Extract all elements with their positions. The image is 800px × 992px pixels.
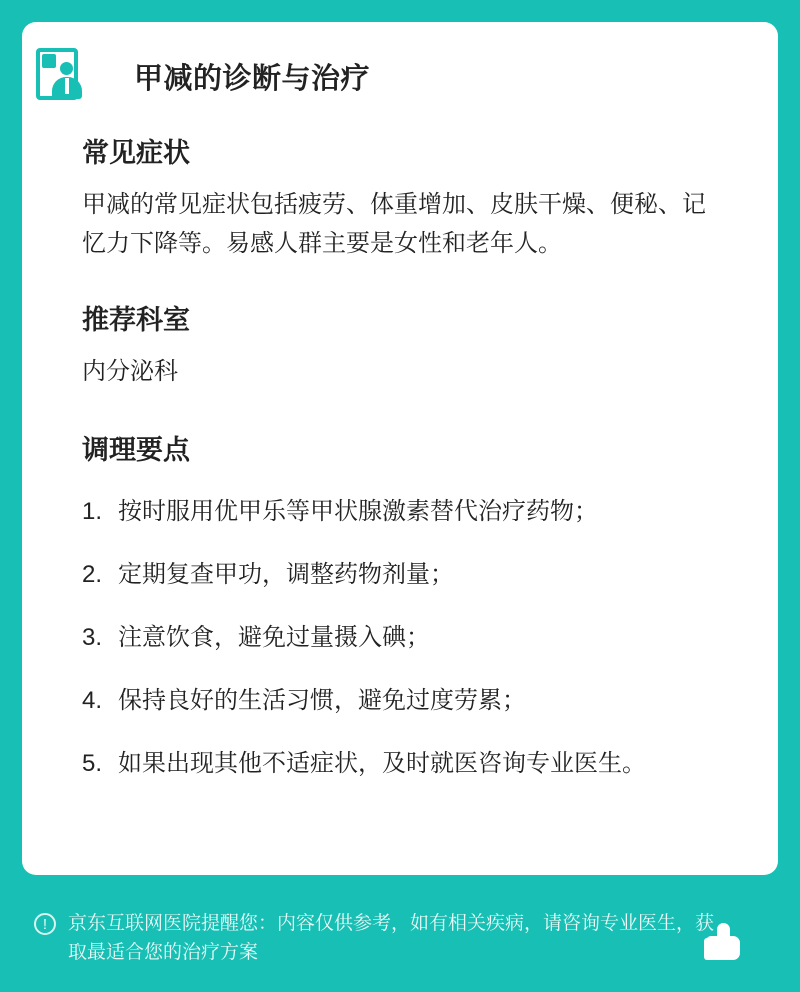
page-title: 甲减的诊断与治疗 [134,63,371,95]
section-heading-department: 推荐科室 [82,304,190,335]
person-tie-shape [65,78,69,94]
person-head-shape [60,62,73,75]
content-card [22,22,778,875]
section-heading-symptoms: 常见症状 [82,138,190,168]
list-item: 注意饮食，避免过量摄入碘； [118,624,430,651]
thumb-up-shape [717,923,730,940]
section-body-department: 内分泌科 [82,357,178,385]
exclamation-icon: ! [34,913,56,935]
list-item: 按时服用优甲乐等甲状腺激素替代治疗药物； [118,497,598,525]
list-item: 如果出现其他不适症状，及时就医咨询专业医生。 [118,750,646,778]
list-item: 保持良好的生活习惯，避免过度劳累； [118,687,526,715]
section-heading-care-points: 调理要点 [82,434,190,465]
document-person-icon [36,48,88,104]
list-item: 定期复查甲功，调整药物剂量； [118,560,454,588]
section-body-symptoms: 甲减的常见症状包括疲劳、体重增加、皮肤干燥、便秘、记忆力下降等。易感人群主要是女性和老年人。 [82,191,706,257]
care-points-list [60,493,740,783]
disclaimer-text: 京东互联网医院提醒您：内容仅供参考，如有相关疾病，请咨询专业医生，获取最适合您的治疗方案 [68,913,715,964]
thumbs-up-icon[interactable] [704,922,744,962]
footer-disclaimer [22,895,778,992]
document-corner-shape [42,54,56,68]
